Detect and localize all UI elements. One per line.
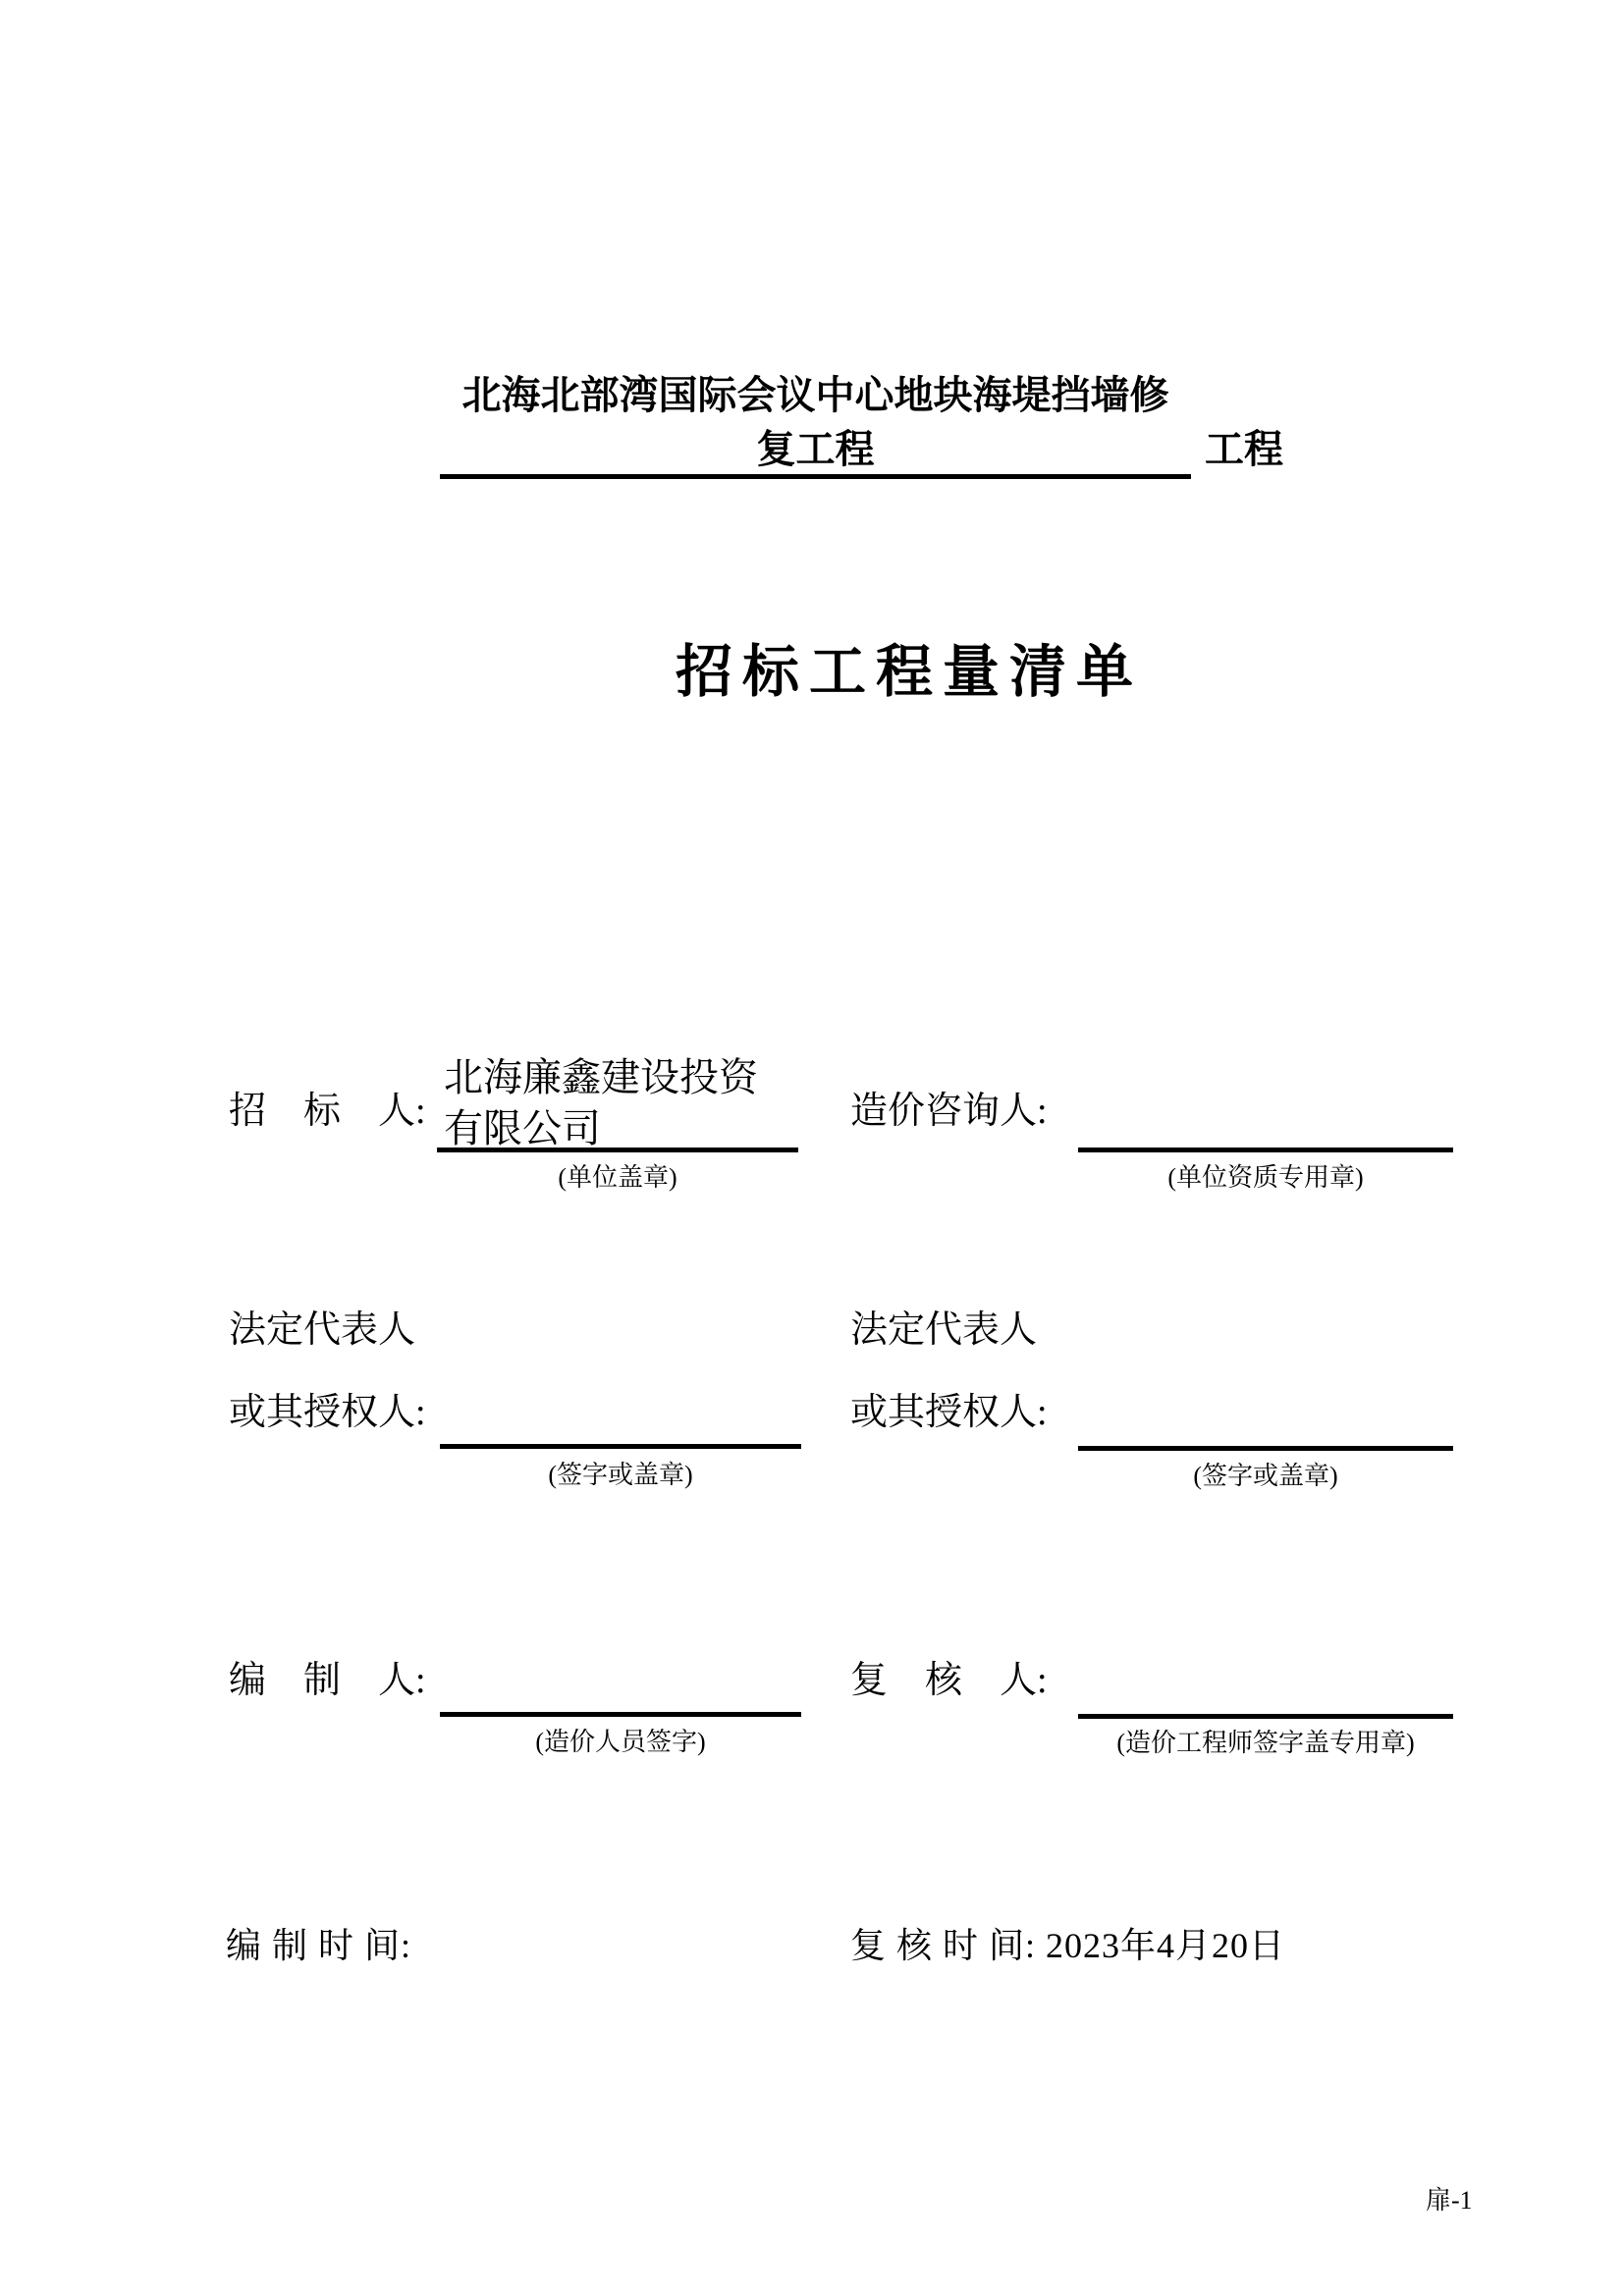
bidder-value — [444, 1052, 797, 1154]
review-time-field — [850, 1927, 1285, 1966]
reviewer-caption: (造价工程师签字盖专用章) — [1116, 1729, 1415, 1757]
bidder-caption: (单位盖章) — [558, 1163, 677, 1192]
preparer-label: 编 制 人: — [229, 1660, 426, 1701]
bidder-value-line1: 北海廉鑫建设投资 — [444, 1055, 758, 1099]
reviewer-signature-line — [1078, 1714, 1453, 1719]
legal-rep-right-caption: (签字或盖章) — [1193, 1462, 1338, 1490]
legal-rep-right-label-line1: 法定代表人 — [850, 1309, 1038, 1351]
prepare-time-field — [226, 1927, 411, 1966]
project-name-line2: 复工程 — [756, 428, 875, 471]
document-title: 招标工程量清单 — [676, 640, 1144, 704]
reviewer-label: 复 核 人: — [850, 1660, 1048, 1701]
review-time-label: 复 核 时 间: — [850, 1926, 1037, 1965]
legal-rep-right-label-line2: 或其授权人: — [850, 1392, 1048, 1433]
project-name-suffix: 工程 — [1205, 428, 1283, 471]
prepare-time-label: 编 制 时 间: — [226, 1926, 412, 1965]
legal-rep-left-label-line1: 法定代表人 — [229, 1309, 416, 1351]
page-number: 扉-1 — [1426, 2186, 1473, 2215]
cost-consultant-caption: (单位资质专用章) — [1167, 1163, 1364, 1192]
legal-rep-left-label-line2: 或其授权人: — [229, 1392, 426, 1433]
cost-consultant-label: 造价咨询人: — [850, 1091, 1048, 1132]
preparer-signature-line — [440, 1712, 801, 1717]
legal-rep-left-caption: (签字或盖章) — [548, 1461, 693, 1489]
project-name-underline — [440, 474, 1191, 479]
project-name-line1: 北海北部湾国际会议中心地块海堤挡墙修 — [461, 374, 1169, 417]
bidder-signature-line — [437, 1148, 798, 1152]
bidder-value-line2: 有限公司 — [444, 1106, 601, 1150]
cost-consultant-signature-line — [1078, 1148, 1453, 1152]
legal-rep-right-signature-line — [1078, 1446, 1453, 1451]
legal-rep-left-signature-line — [440, 1444, 801, 1449]
bidder-label: 招 标 人: — [229, 1091, 426, 1132]
preparer-caption: (造价人员签字) — [535, 1728, 706, 1756]
review-time-value: 2023年4月20日 — [1046, 1926, 1286, 1965]
